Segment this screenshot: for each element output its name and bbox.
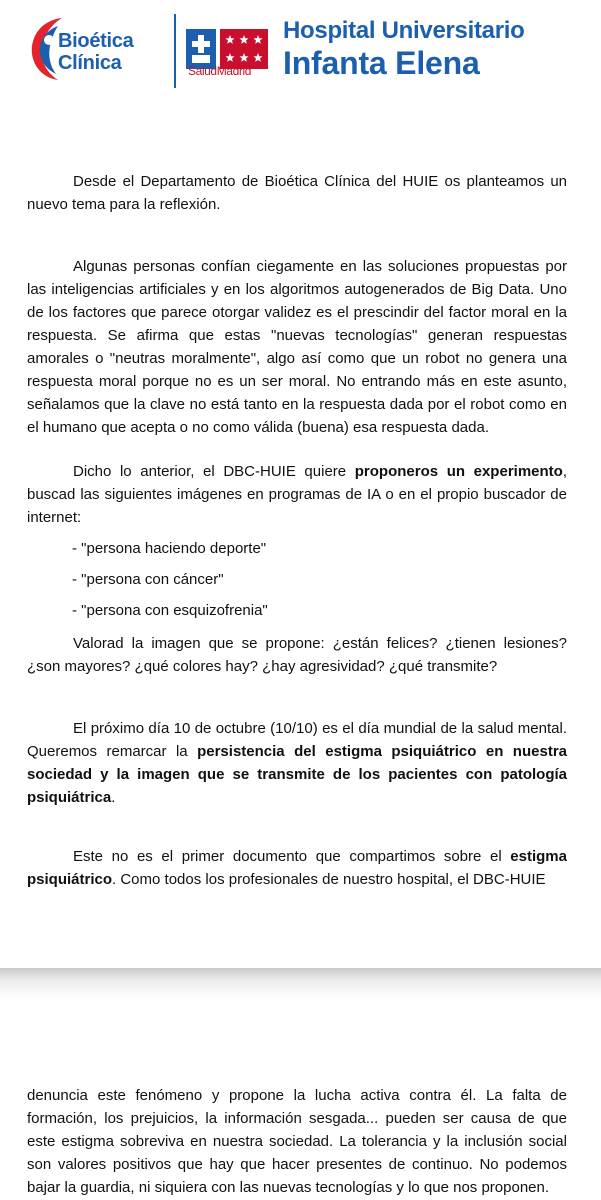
- list-item: - "persona con cáncer": [72, 571, 224, 588]
- saludmadrid-part1: Salud: [188, 64, 217, 78]
- document-page-2: [0, 1000, 601, 1200]
- paragraph-previous-docs: [27, 845, 567, 891]
- list-item: - "persona haciendo deporte": [72, 540, 267, 557]
- mental-health-text-end: .: [111, 789, 116, 806]
- saludmadrid-label: [188, 64, 251, 78]
- paragraph-mental-health-day: [27, 717, 567, 809]
- saludmadrid-part2: Madrid: [216, 64, 251, 78]
- bioetica-line2: Clínica: [58, 52, 122, 74]
- stigma-emphasis: persistencia del estigma psiquiátrico en nuestra sociedad y la imagen que se transmite de los pacientes con patología psiquiátrica: [27, 743, 567, 806]
- hospital-name-line2: Infanta Elena: [283, 45, 480, 81]
- page-separator: [0, 968, 601, 1000]
- paragraph-ai-morality: Algunas personas confían ciegamente en las soluciones propuestas por las inteligencias artificiales y en los algoritmos autogenerados de Big Data. Uno de los factores que parece otorgar validez es el prescindir del factor moral en la respuesta. Se afirma que estas "nuevas tecnologías" generan respuestas amorales o "neutras moralmente", algo así como que un robot no genera una respuesta moral porque no es un ser moral. No entrando más en este asunto, señalamos que la clave no está tanto en la respuesta dada por el robot como en el humano que acepta o no como válida (buena) esa respuesta dada.: [27, 258, 567, 436]
- experiment-text-end: , buscad las siguientes imágenes en programas de IA o en el propio buscador de internet:: [27, 463, 567, 526]
- bioetica-clinica-logo: [28, 12, 163, 90]
- header-divider: [174, 14, 176, 88]
- paragraph-denounce: denuncia este fenómeno y propone la lucha activa contra él. La falta de formación, los prejuicios, la información sesgada... pueden ser causa de que este estigma sobreviva en nuestra sociedad. La tolerancia y la inclusión social son valores positivos que hay que hacer presentes de continuo. No podemos bajar la guardia, ni siquiera con las nuevas tecnologías y lo que nos proponen.: [27, 1087, 567, 1196]
- psychiatric-stigma-emphasis: estigma psiquiátrico: [27, 848, 567, 888]
- list-item: - "persona con esquizofrenia": [72, 602, 268, 619]
- paragraph-evaluate: Valorad la imagen que se propone: ¿están felices? ¿tienen lesiones? ¿son mayores? ¿qué colores hay? ¿hay agresividad? ¿qué transmite?: [27, 635, 567, 675]
- previous-docs-text-start: Este no es el primer documento que compartimos sobre el: [73, 848, 511, 865]
- experiment-emphasis: proponeros un experimento: [354, 463, 563, 480]
- hospital-name: [283, 18, 524, 80]
- hospital-name-line1: Hospital Universitario: [283, 17, 525, 44]
- mental-health-text-start: El próximo día 10 de octubre (10/10) es el día mundial de la salud mental. Queremos remarcar la: [27, 720, 567, 760]
- previous-docs-text-end: . Como todos los profesionales de nuestro hospital, el DBC-HUIE: [112, 871, 546, 888]
- experiment-text-start: Dicho lo anterior, el DBC-HUIE quiere: [73, 463, 355, 480]
- bioetica-line1: Bioética: [58, 30, 134, 52]
- paragraph-experiment: [27, 460, 567, 529]
- paragraph-intro: Desde el Departamento de Bioética Clínica del HUIE os planteamos un nuevo tema para la reflexión.: [27, 173, 567, 213]
